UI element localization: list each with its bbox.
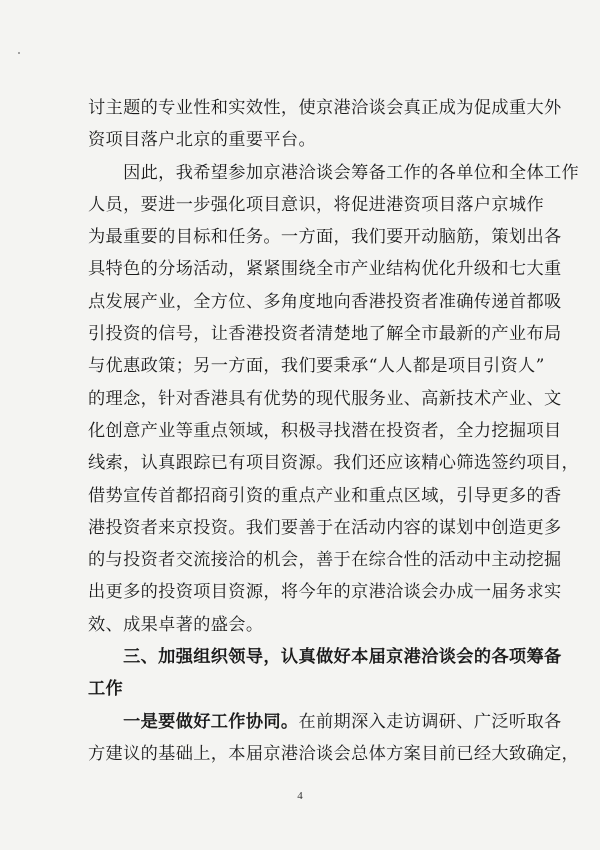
paragraph-line: 出更多的投资项目资源，将今年的京港洽谈会办成一届务求实 bbox=[88, 582, 562, 603]
paragraph-line: 的与投资者交流接洽的机会，善于在综合性的活动中主动挖掘 bbox=[88, 550, 562, 571]
paragraph-line: 与优惠政策；另一方面，我们要秉承“人人都是项目引资人” bbox=[88, 356, 545, 377]
paragraph-line: 为最重要的目标和任务。一方面，我们要开动脑筋，策划出各 bbox=[88, 227, 562, 248]
paragraph-line: 效、成果卓著的盛会。 bbox=[88, 614, 264, 635]
paragraph-line: 引投资的信号，让香港投资者清楚地了解全市最新的产业布局 bbox=[88, 324, 562, 345]
paragraph-line: 线索，认真跟踪已有项目资源。我们还应该精心筛选签约项目， bbox=[88, 453, 580, 474]
paragraph-line: 港投资者来京投资。我们要善于在活动内容的谋划中创造更多 bbox=[88, 517, 562, 538]
paragraph-line: 资项目落户北京的重要平台。 bbox=[88, 130, 316, 151]
scan-speck bbox=[18, 52, 20, 54]
bold-lead-text: 一是要做好工作协同。 bbox=[88, 711, 299, 732]
section-heading bbox=[88, 641, 562, 706]
heading-line: 三、加强组织领导，认真做好本届京港洽谈会的各项筹备 bbox=[88, 647, 562, 668]
paragraph-text: 在前期深入走访调研、广泛听取各 bbox=[298, 711, 562, 732]
paragraph-line: 人员，要进一步强化项目意识，将促进港资项目落户京城作 bbox=[88, 194, 544, 215]
heading-line: 工作 bbox=[88, 679, 124, 700]
paragraph-line: 讨主题的专业性和实效性，使京港洽谈会真正成为促成重大外 bbox=[88, 98, 562, 118]
paragraph-line: 的理念，针对香港具有优势的现代服务业、高新技术产业、文 bbox=[88, 388, 562, 409]
paragraph-line: 借势宣传首都招商引资的重点产业和重点区域，引导更多的香 bbox=[88, 485, 562, 506]
body-text bbox=[88, 92, 580, 770]
page-number: 4 bbox=[297, 790, 303, 802]
paragraph-line bbox=[88, 706, 562, 738]
paragraph-line: 因此，我希望参加京港洽谈会筹备工作的各单位和全体工作 bbox=[88, 162, 580, 183]
paragraph-line: 化创意产业等重点领域，积极寻找潜在投资者，全力挖掘项目 bbox=[88, 420, 562, 441]
paragraph-line: 点发展产业，全方位、多角度地向香港投资者准确传递首都吸 bbox=[88, 291, 562, 312]
paragraph-line: 方建议的基础上，本届京港洽谈会总体方案目前已经大致确定， bbox=[88, 743, 580, 764]
paragraph-line: 具特色的分场活动，紧紧围绕全市产业结构优化升级和七大重 bbox=[88, 259, 562, 280]
